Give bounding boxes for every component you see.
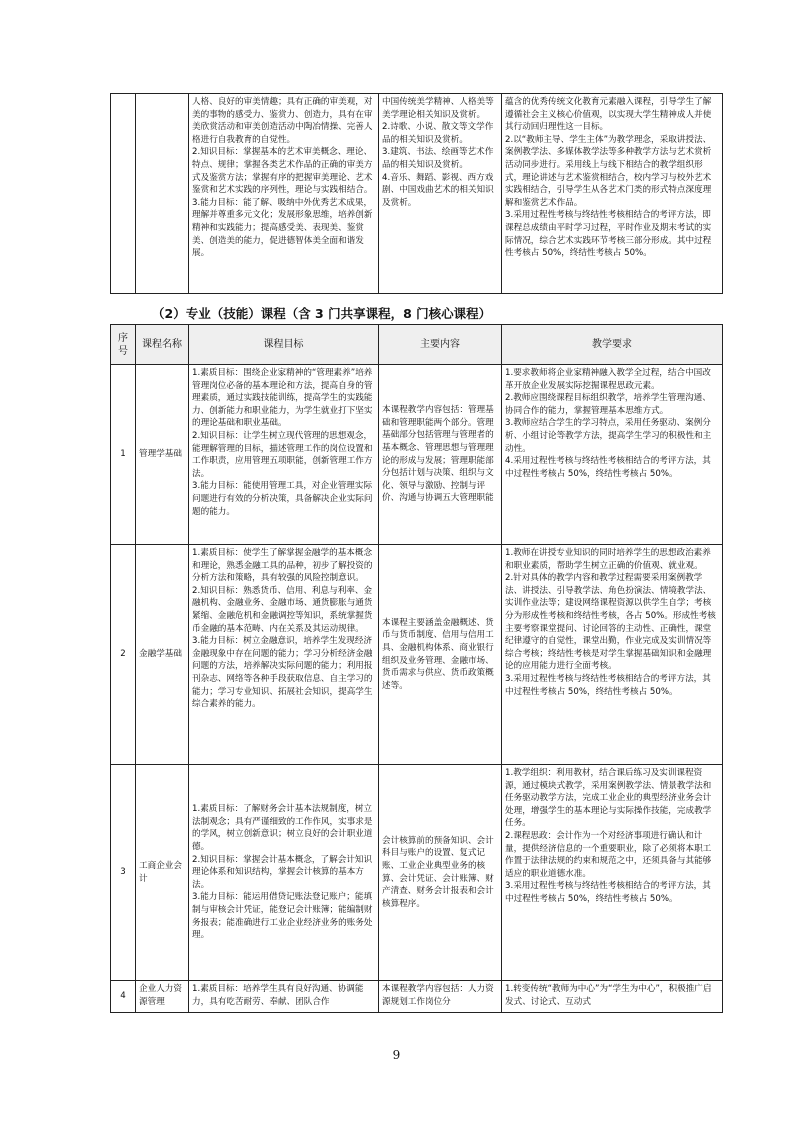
header-seq: 序号: [111, 325, 136, 365]
goals-cell: 人格、良好的审美情趣；具有正确的审美观，对美的事物的感受力、鉴赏力、创造力，具有在审美欣赏活动和审美创造活动中陶冶情操、完善人格进行自我教育的自觉性。 2.知识目标：掌握基本的艺术审美概念、理论、特点、规律；掌握各类艺术作品的正确的审美方式及鉴赏方法；掌握有序的把握审美理论、艺术鉴赏和艺术实践的序列性，理论与实践相结合。 3.能力目标：能了解、吸纳中外优秀艺术成果，理解并尊重多元文化；发展形象思维，培养创新精神和实践能力；提高感受美、表现美、鉴赏美、创造美的能力，促进德智体美全面和谐发展。: [189, 94, 379, 294]
name-cell: 金融学基础: [136, 545, 189, 765]
page-number: 9: [392, 1048, 401, 1062]
content-cell: 本课程教学内容包括：人力资源规划工作岗位分: [379, 981, 502, 1013]
requirements-cell: 1.教师在讲授专业知识的同时培养学生的思想政治素养和职业素质，帮助学生树立正确的价值观、就业观。 2.针对具体的教学内容和教学过程需要采用案例教学法、讲授法、引导教学法、角色扮演法、情境教学法、实训作业法等；建设网络课程资源以供学生自学；考核分为形成性考核和终结性考核，各占 50%。形成性考核主要考察课堂提问、讨论回答的主动性、正确性，课堂纪律遵守的自觉性，课堂出勤，作业完成及实训情况等综合考核；终结性考核是对学生掌握基础知识和金融理论的应用能力进行全面考核。 3.采用过程性考核与终结性考核相结合的考评方法，其中过程性考核占 50%，终结性考核占 50%。: [502, 545, 723, 765]
name-cell: 企业人力资源管理: [136, 981, 189, 1013]
seq-cell: 1: [111, 365, 136, 545]
name-cell: [136, 94, 189, 294]
table-header-row: [111, 325, 723, 365]
continued-course-table: [110, 93, 723, 294]
name-cell: 管理学基础: [136, 365, 189, 545]
seq-cell: 2: [111, 545, 136, 765]
table-row: [111, 981, 723, 1013]
header-name: 课程名称: [136, 325, 189, 365]
header-content: 主要内容: [379, 325, 502, 365]
goals-cell: 1.素质目标：使学生了解掌握金融学的基本概念和理论，熟悉金融工具的品种，初步了解投资的分析方法和策略，具有较强的风险控制意识。 2.知识目标：熟悉货币、信用、利息与利率、金融机构、金融业务、金融市场、通货膨胀与通货紧缩、金融危机和金融调控等知识，系统掌握货币金融的基本范畴、内在关系及其运动规律。 3.能力目标：树立金融意识，培养学生发现经济金融现象中存在问题的能力；学习分析经济金融问题的方法，培养解决实际问题的能力；利用报刊杂志、网络等各种手段获取信息、自主学习的能力；学习专业知识、拓展社会知识，提高学生综合素养的能力。: [189, 545, 379, 765]
content-cell: 本课程教学内容包括：管理基础和管理职能两个部分。管理基础部分包括管理与管理者的基本概念、管理思想与管理理论的形成与发展；管理职能部分包括计划与决策、组织与文化、领导与激励、控制与评价、沟通与协调五大管理职能: [379, 365, 502, 545]
requirements-cell: 1.教学组织：利用教材，结合课后练习及实训课程资源，通过模块式教学，采用案例教学法、情景教学法和任务驱动教学方法，完成工业企业的典型经济业务会计处理，增强学生的基本理论与实际操作技能，完成教学任务。 2.课程思政：会计作为一个对经济事项进行确认和计量，提供经济信息的一个重要职业，除了必须将本职工作置于法律法规的约束和规范之中，还须具备与其能够适应的职业道德水准。 3.采用过程性考核与终结性考核相结合的考评方法，其中过程性考核占 50%，终结性考核占 50%。: [502, 765, 723, 981]
seq-cell: 4: [111, 981, 136, 1013]
table-row: [111, 765, 723, 981]
section-title: （2）专业（技能）课程（含 3 门共享课程，8 门核心课程）: [152, 306, 492, 321]
requirements-cell: 蕴含的优秀传统文化教育元素融入课程，引导学生了解遵循社会主义核心价值观，以实现大学生精神成人并使其行动回归理性这一目标。 2.以“教师主导、学生主体”为教学理念，采取讲授法、案例教学法、多媒体教学法等多种教学方法与艺术赏析活动同步进行。采用线上与线下相结合的教学组织形式，理论讲述与艺术鉴赏相结合，校内学习与校外艺术实践相结合，引导学生从各艺术门类的形式特点深度理解和鉴赏艺术作品。 3.采用过程性考核与终结性考核相结合的考评方法，即课程总成绩由平时学习过程，平时作业及期末考试的实际情况，综合艺术实践环节考核三部分形成。其中过程性考核占 50%，终结性考核占 50%。: [502, 94, 723, 294]
header-goals: 课程目标: [189, 325, 379, 365]
seq-cell: [111, 94, 136, 294]
goals-cell: 1.素质目标：培养学生具有良好沟通、协调能力，具有吃苦耐劳、奉献、团队合作: [189, 981, 379, 1013]
table-row: [111, 545, 723, 765]
professional-course-table: [110, 324, 723, 1013]
requirements-cell: 1.要求教师将企业家精神融入教学全过程，结合中国改革开放企业发展实际挖掘课程思政元素。 2.教师应围绕课程目标组织教学，培养学生管理沟通、协同合作的能力，掌握管理基本思维方式。 3.教师应结合学生的学习特点，采用任务驱动、案例分析、小组讨论等教学方法，提高学生学习的积极性和主动性。 4.采用过程性考核与终结性考核相结合的考评方法，其中过程性考核占 50%，终结性考核占 50%。: [502, 365, 723, 545]
requirements-cell: 1.转变传统“教师为中心”为“学生为中心”，积极推广启发式、讨论式、互动式: [502, 981, 723, 1013]
goals-cell: 1.素质目标：围绕企业家精神的“管理素养”培养管理岗位必备的基本理论和方法，提高自身的管理素质，通过实践技能训练，提高学生的实践能力、创新能力和职业能力，为学生就业打下坚实的理论基础和职业基础。 2.知识目标：让学生树立现代管理的思想观念，能理解管理的目标，描述管理工作的岗位设置和工作职责，应用管理五项职能，创新管理工作方法。 3.能力目标：能使用管理工具，对企业管理实际问题进行有效的分析决策，具备解决企业实际问题的能力。: [189, 365, 379, 545]
header-requirements: 教学要求: [502, 325, 723, 365]
content-cell: 本课程主要涵盖金融概述、货币与货币制度、信用与信用工具、金融机构体系、商业银行组织及业务管理、金融市场、货币需求与供应、货币政策概述等。: [379, 545, 502, 765]
table-row: [111, 94, 723, 294]
seq-cell: 3: [111, 765, 136, 981]
goals-cell: 1.素质目标：了解财务会计基本法规制度，树立法制观念；具有严谨细致的工作作风，实事求是的学风，树立创新意识；树立良好的会计职业道德。 2.知识目标：掌握会计基本概念，了解会计知识理论体系和知识结构，掌握会计核算的基本方法。 3.能力目标：能运用借贷记账法登记账户；能填制与审核会计凭证，能登记会计账簿；能编制财务报表；能准确进行工业企业经济业务的账务处理。: [189, 765, 379, 981]
content-cell: 中国传统美学精神、人格美等美学理论相关知识及赏析。 2.诗歌、小说、散文等文学作品的相关知识及赏析。 3.建筑、书法、绘画等艺术作品的相关知识及赏析。 4.音乐、舞蹈、影视、西方戏剧、中国戏曲艺术的相关知识及赏析。: [379, 94, 502, 294]
content-cell: 会计核算前的预备知识、会计科目与账户的设置、复式记账、工业企业典型业务的核算、会计凭证、会计账簿、财产清查、财务会计报表和会计核算程序。: [379, 765, 502, 981]
name-cell: 工商企业会计: [136, 765, 189, 981]
table-row: [111, 365, 723, 545]
